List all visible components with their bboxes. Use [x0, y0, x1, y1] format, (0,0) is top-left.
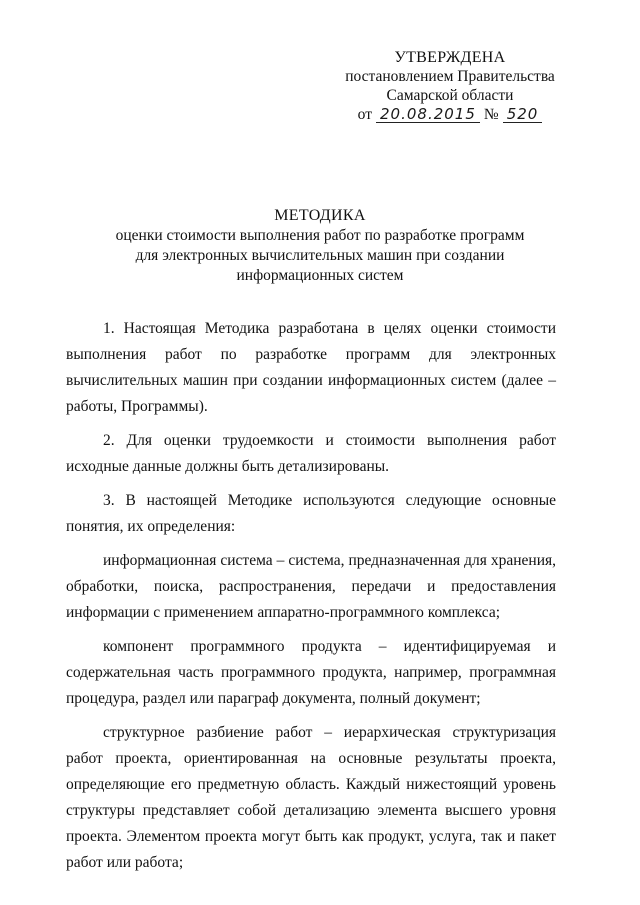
approval-number: 520 [503, 106, 543, 123]
paragraph-3: 3. В настоящей Методике используются следующие основные понятия, их определения: [66, 492, 556, 535]
approval-line-1: постановлением Правительства [345, 68, 555, 85]
approval-date-prefix: от [357, 106, 372, 123]
document-subtitle-3: информационных систем [236, 267, 404, 284]
definition-information-system: информационная система – система, предназначенная для хранения, обработки, поиска, распространения, передачи и предоставления информации с применением аппаратно-программного комплекса; [66, 552, 556, 621]
document-subtitle-1: оценки стоимости выполнения работ по разработке программ [115, 227, 525, 244]
approval-title: УТВЕРЖДЕНА [394, 49, 506, 66]
approval-date-line [330, 105, 570, 124]
document-body [66, 316, 556, 884]
approval-line-2: Самарской области [386, 87, 514, 104]
definition-work-breakdown: структурное разбиение работ – иерархическая структуризация работ проекта, ориентированная на основные результаты проекта, определяющие его предметную область. Каждый нижестоящий уровень структуры представляет собой детализацию элемента высшего уровня проекта. Элементом проекта могут быть как продукт, услуга, так и пакет работ или работа; [66, 724, 556, 871]
approval-date: 20.08.2015 [376, 106, 480, 123]
document-title: МЕТОДИКА [274, 207, 366, 224]
definition-software-component: компонент программного продукта – идентифицируемая и содержательная часть программного продукта, например, программная процедура, раздел или параграф документа, полный документ; [66, 638, 556, 707]
document-heading [90, 206, 550, 286]
paragraph-1: 1. Настоящая Методика разработана в целях оценки стоимости выполнения работ по разработке программ для электронных вычислительных машин при создании информационных систем (далее – работы, Программы). [66, 320, 556, 415]
approval-number-sign: № [483, 106, 499, 123]
approval-stamp [330, 48, 570, 124]
document-subtitle-2: для электронных вычислительных машин при создании [135, 247, 505, 264]
paragraph-2: 2. Для оценки трудоемкости и стоимости выполнения работ исходные данные должны быть детализированы. [66, 432, 556, 475]
